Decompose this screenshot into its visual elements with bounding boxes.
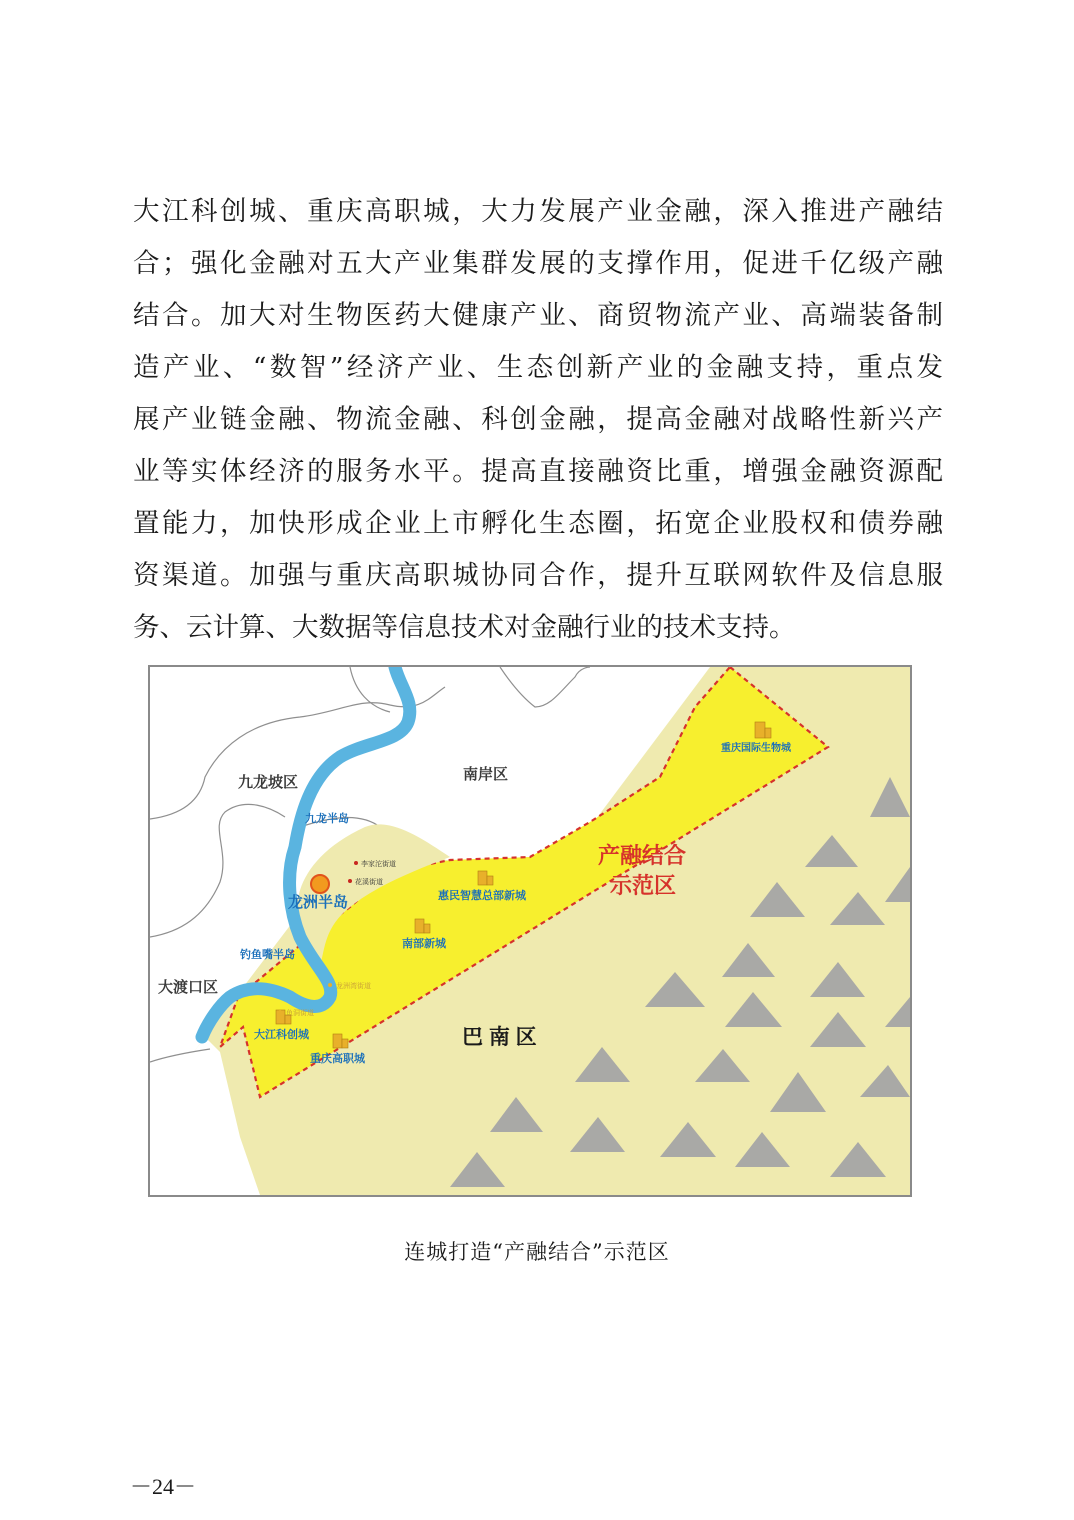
zone-label-line1: 产融结合 [598, 843, 687, 868]
label-gaozhi: 重庆高职城 [310, 1053, 365, 1065]
label-jiulong-peninsula: 九龙半岛 [305, 813, 349, 825]
body-line: 展产业链金融、物流金融、科创金融，提高金融对战略性新兴产 [133, 404, 943, 435]
body-line: 资渠道。加强与重庆高职城协同合作，提升互联网软件及信息服 [133, 560, 943, 591]
label-dadukou: 大渡口区 [158, 979, 219, 996]
body-line: 合；强化金融对五大产业集群发展的支撑作用，促进千亿级产融 [133, 248, 943, 279]
label-nanan: 南岸区 [463, 766, 509, 783]
body-line: 大江科创城、重庆高职城，大力发展产业金融，深入推进产融结 [133, 196, 943, 227]
label-yudong-street: 鱼洞街道 [286, 1010, 314, 1017]
zone-label-line2: 示范区 [610, 873, 677, 898]
body-line: 业等实体经济的服务水平。提高直接融资比重，增强金融资源配 [133, 456, 943, 487]
label-huaxi-street: 花溪街道 [355, 879, 383, 886]
body-paragraph [133, 186, 943, 654]
label-diaoyuzui-peninsula: 钓鱼嘴半岛 [240, 949, 295, 961]
label-nanbu: 南部新城 [402, 938, 446, 950]
longzhou-marker-icon [311, 875, 329, 893]
body-line: 造产业、“数智”经济产业、生态创新产业的金融支持，重点发 [133, 352, 943, 383]
body-line: 结合。加大对生物医药大健康产业、商贸物流产业、高端装备制 [133, 300, 943, 331]
label-banan: 巴 南 区 [462, 1026, 537, 1049]
demonstration-zone-map [148, 665, 912, 1197]
label-bio-city: 重庆国际生物城 [721, 743, 791, 754]
page-number: －24－ [130, 1474, 197, 1499]
label-huimin: 惠民智慧总部新城 [438, 890, 526, 902]
label-lijiatuo-street: 李家沱街道 [361, 861, 396, 868]
label-dajiang: 大江科创城 [254, 1029, 309, 1041]
figure-caption: 连城打造“产融结合”示范区 [404, 1240, 670, 1264]
body-line: 务、云计算、大数据等信息技术对金融行业的技术支持。 [133, 612, 796, 643]
label-longzhouwan-street: 龙洲湾街道 [336, 983, 371, 990]
label-longzhou-peninsula: 龙洲半岛 [288, 894, 349, 911]
label-jiulongpo: 九龙坡区 [238, 774, 299, 791]
body-line: 置能力，加快形成企业上市孵化生态圈，拓宽企业股权和债券融 [133, 508, 943, 539]
